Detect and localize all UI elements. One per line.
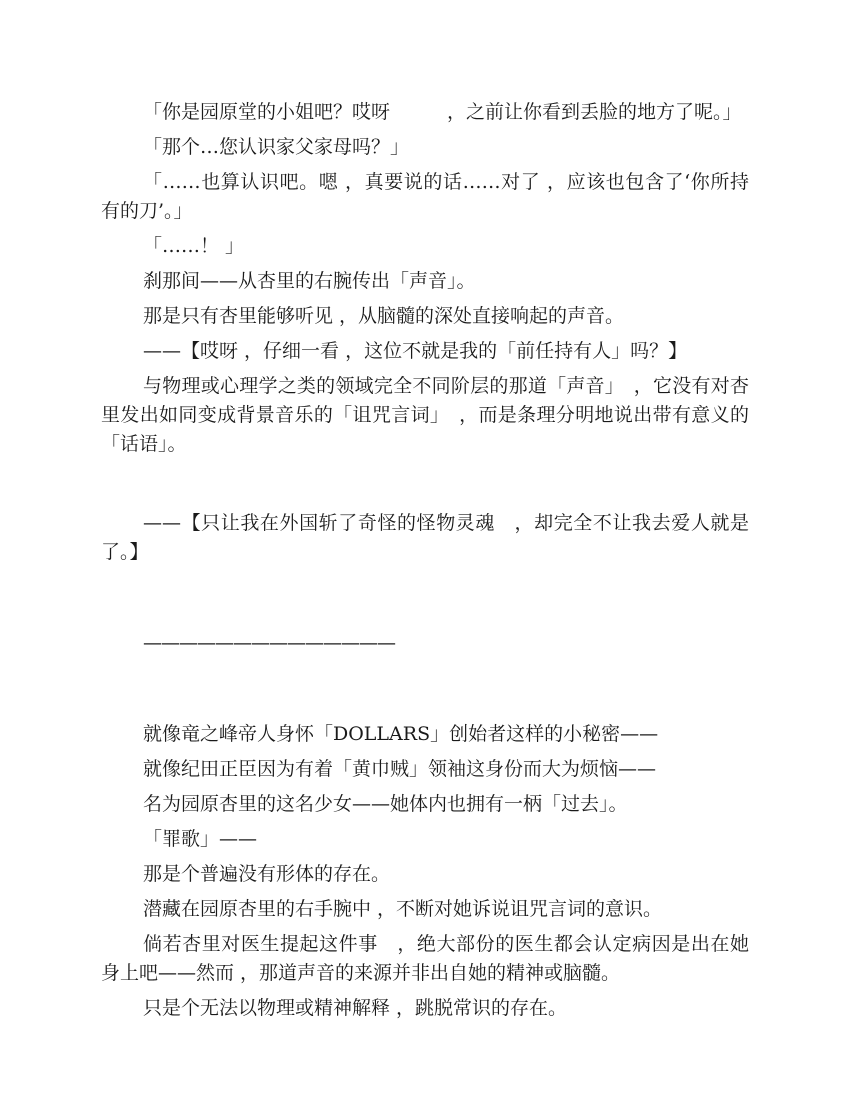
voice-paragraph: ——【哎呀 ，仔细一看 ，这位不就是我的「前任持有人」吗？】 bbox=[143, 340, 688, 362]
narration-paragraph: 刹那间——从杏里的右腕传出「声音」。 bbox=[143, 270, 476, 292]
narration-paragraph: 那是个普遍没有形体的存在。 bbox=[143, 863, 391, 885]
paragraph-gap bbox=[101, 573, 749, 629]
narration-paragraph: 潜藏在园原杏里的右手腕中 ，不断对她诉说诅咒言词的意识。 bbox=[143, 898, 663, 920]
narration-paragraph: 就像纪田正臣因为有着「黄巾贼」领袖这身份而大为烦恼—— bbox=[143, 758, 657, 780]
narration-paragraph: 就像竜之峰帝人身怀「DOLLARS」创始者这样的小秘密—— bbox=[143, 723, 659, 745]
section-separator: —————————————— bbox=[143, 632, 395, 654]
narration-paragraph: 名为园原杏里的这名少女——她体内也拥有一柄「过去」。 bbox=[143, 793, 628, 815]
dialogue-paragraph: 「……也算认识吧。嗯 ，真要说的话……对了 ，应该也包含了‘你所持有的刀’。」 bbox=[101, 171, 749, 222]
narration-paragraph: 与物理或心理学之类的领域完全不同阶层的那道「声音」 ，它没有对杏里发出如同变成背景音乐的「诅咒言词」 ，而是条理分明地说出带有意义的「话语」。 bbox=[101, 375, 749, 455]
narration-paragraph: 那是只有杏里能够听见 ，从脑髓的深处直接响起的声音。 bbox=[143, 305, 625, 327]
dialogue-paragraph: 「……！ 」 bbox=[143, 235, 245, 257]
narration-paragraph: 倘若杏里对医生提起这件事 ，绝大部份的医生都会认定病因是出在她身上吧——然而 ，那道声音的来源并非出自她的精神或脑髓。 bbox=[101, 933, 749, 984]
narration-paragraph: 「罪歌」—— bbox=[143, 828, 258, 850]
dialogue-paragraph: 「你是园原堂的小姐吧？哎呀 ，之前让你看到丢脸的地方了呢。」 bbox=[143, 101, 742, 123]
paragraph-gap bbox=[101, 658, 749, 720]
paragraph-gap bbox=[101, 465, 749, 509]
voice-paragraph: ——【只让我在外国斩了奇怪的怪物灵魂 ，却完全不让我去爱人就是了。】 bbox=[101, 512, 749, 563]
narration-paragraph: 只是个无法以物理或精神解释 ，跳脱常识的存在。 bbox=[143, 997, 568, 1019]
dialogue-paragraph: 「那个…您认识家父家母吗？」 bbox=[143, 136, 410, 158]
document-page bbox=[101, 98, 749, 1029]
